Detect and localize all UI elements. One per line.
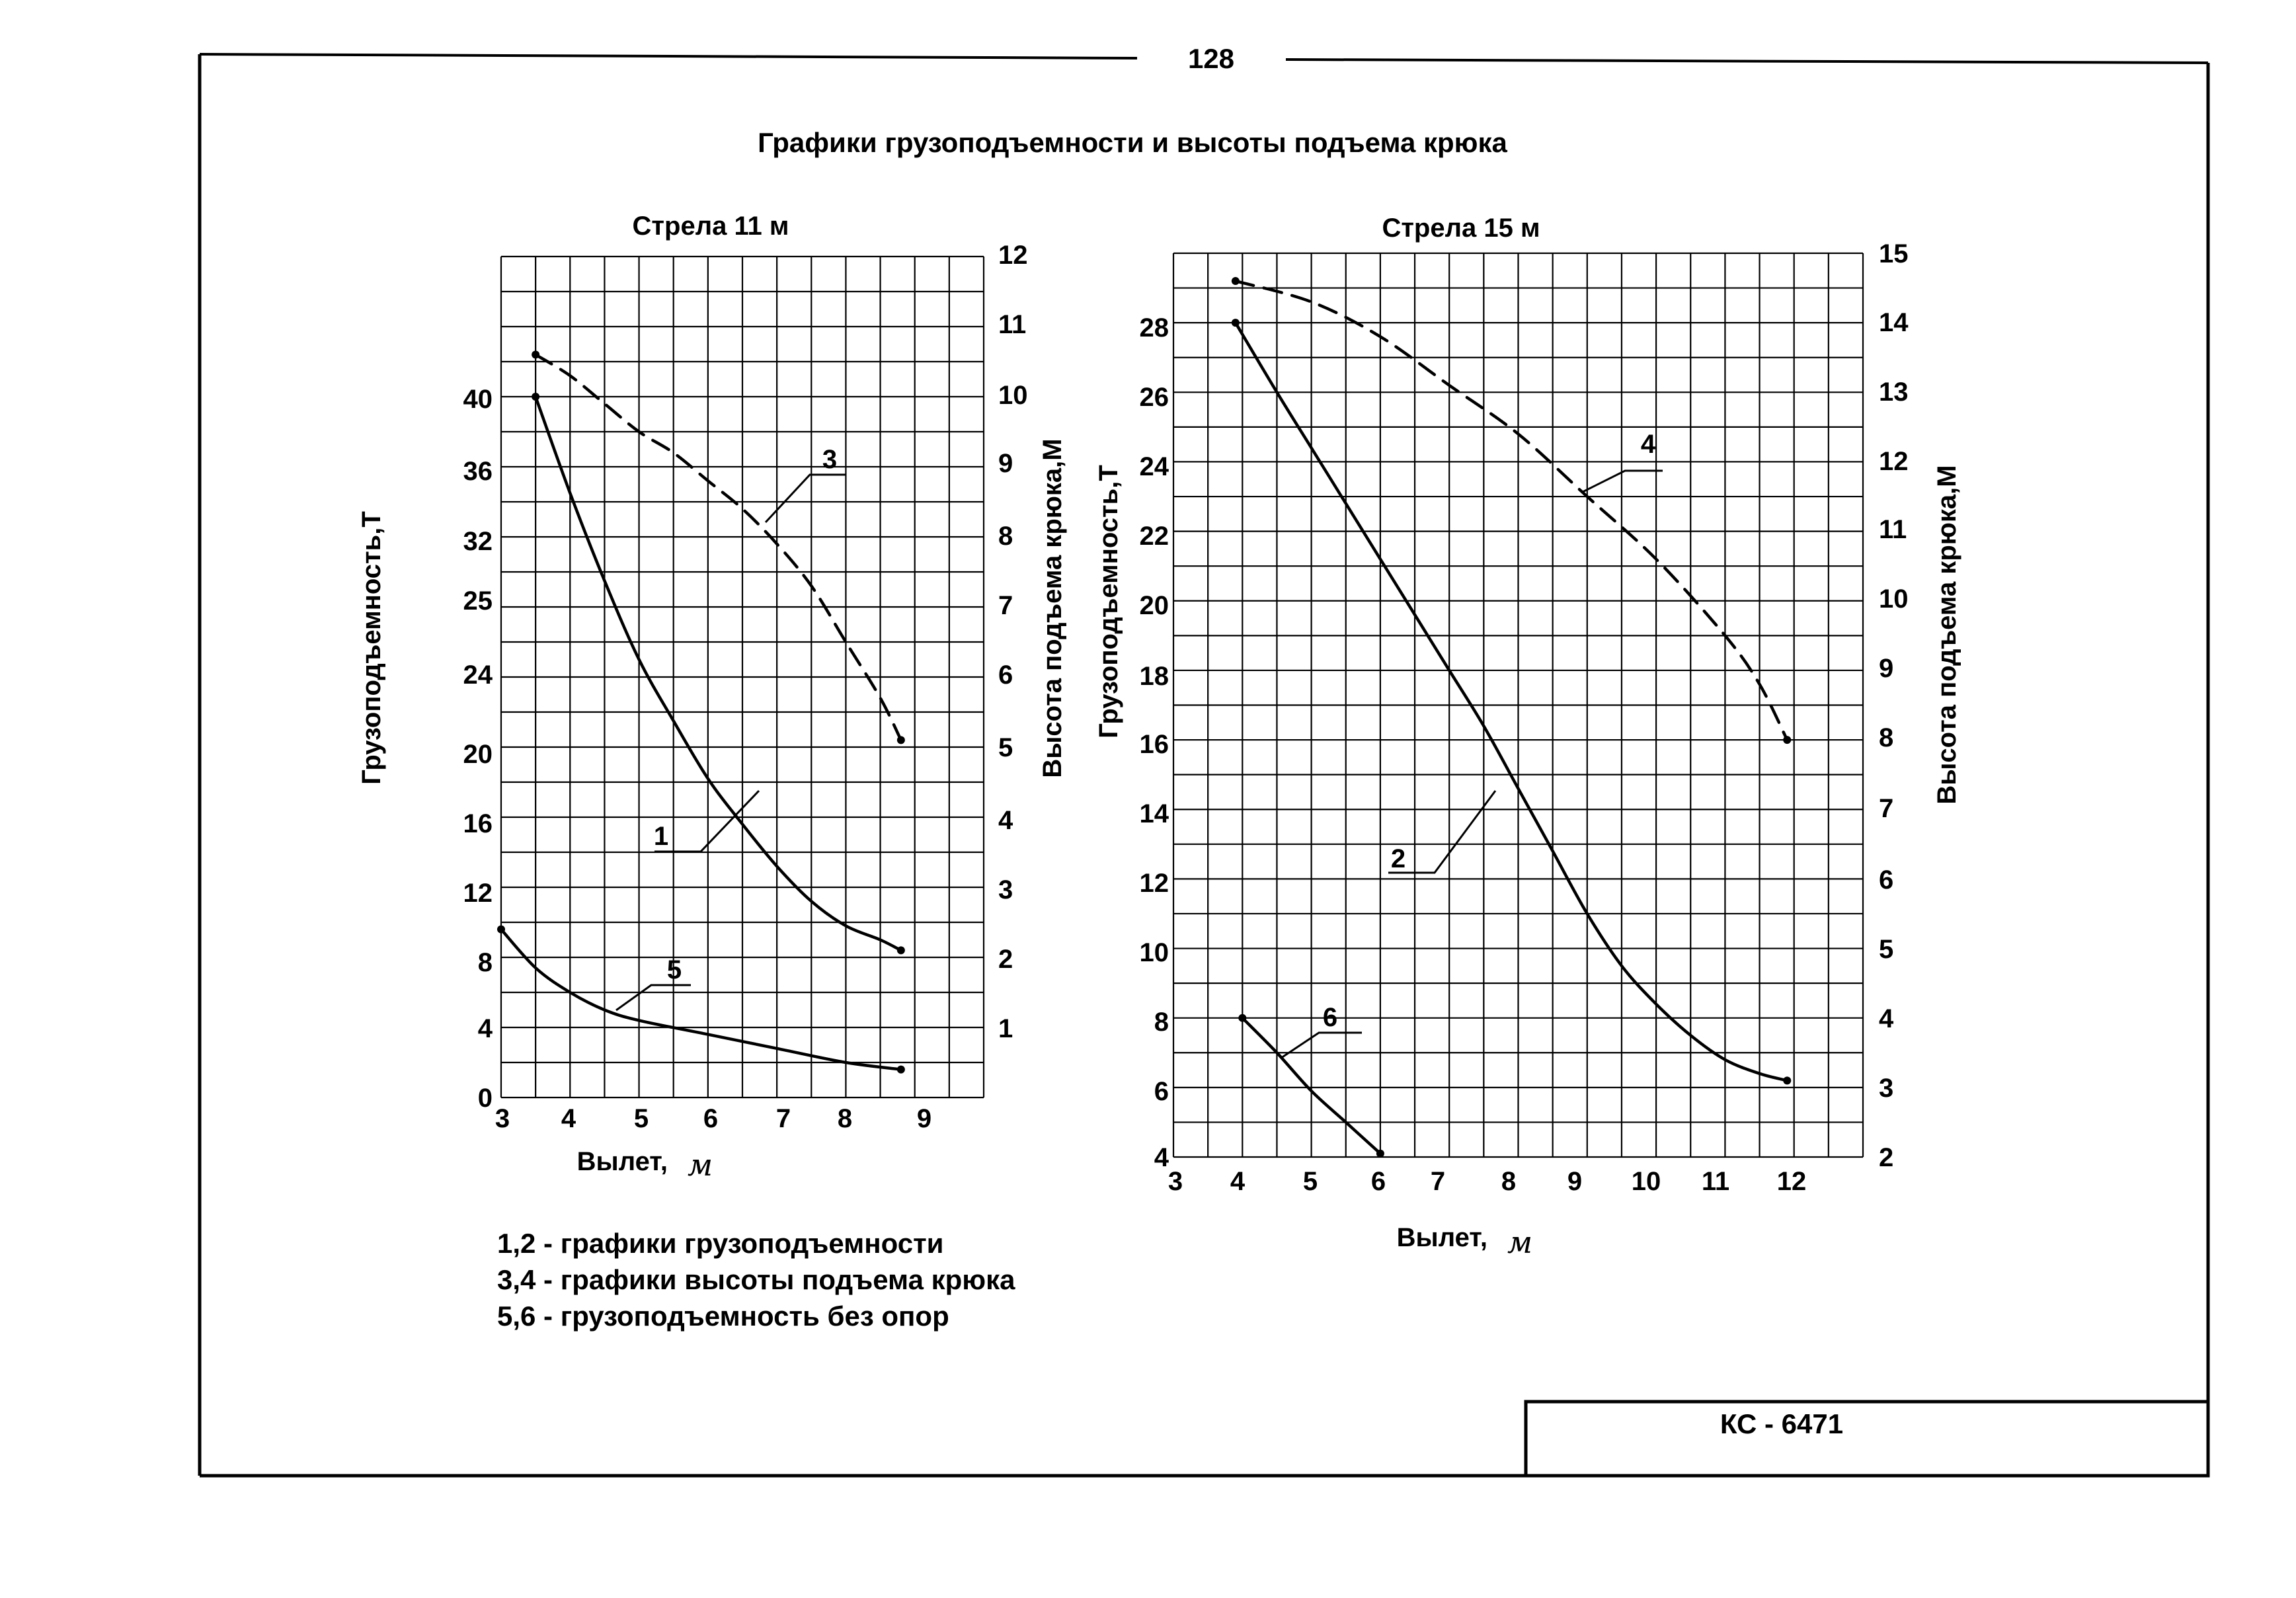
y-tick-label: 20 — [463, 740, 493, 769]
x-tick-label: 9 — [1567, 1167, 1583, 1196]
y-right-tick-label: 6 — [1879, 865, 1894, 895]
y-tick-label: 16 — [463, 809, 493, 838]
chart2-x-ticks — [1168, 1167, 1806, 1196]
series-endpoint — [897, 946, 905, 954]
y-tick-label: 28 — [1139, 313, 1169, 342]
chart2-xlabel: Вылет, — [1396, 1223, 1487, 1252]
chart2-ylabel: Грузоподъемность,Т — [1094, 465, 1123, 739]
y-tick-label: 4 — [477, 1014, 493, 1043]
y-right-tick-label: 4 — [1879, 1004, 1894, 1033]
series-endpoint — [1232, 277, 1240, 285]
y-right-tick-label: 15 — [1879, 239, 1909, 268]
chart2-ylabel-right: Высота подъема крюка,М — [1932, 465, 1961, 805]
y-tick-label: 26 — [1139, 383, 1169, 412]
series-endpoint — [1783, 1076, 1791, 1084]
series-endpoint — [532, 393, 539, 401]
x-tick-label: 11 — [1701, 1167, 1730, 1196]
legend-item-1: 1,2 - графики грузоподъемности — [497, 1228, 944, 1259]
y-right-tick-label: 10 — [998, 381, 1028, 410]
x-tick-label: 4 — [1230, 1167, 1246, 1196]
legend-item-2: 3,4 - графики высоты подъема крюка — [497, 1264, 1015, 1295]
series-endpoint — [532, 350, 539, 358]
x-tick-label: 12 — [1776, 1167, 1807, 1196]
chart1-ylabel-right: Высота подъема крюка,М — [1038, 438, 1067, 778]
y-tick-label: 4 — [1154, 1143, 1169, 1172]
curve-label-6: 6 — [1322, 1003, 1338, 1032]
y-right-tick-label: 11 — [1879, 515, 1907, 544]
y-tick-label: 24 — [1139, 452, 1169, 481]
y-right-tick-label: 5 — [1879, 935, 1894, 964]
chart1-ylabel: Грузоподъемность,Т — [357, 511, 386, 785]
y-right-tick-label: 4 — [998, 806, 1013, 835]
series-endpoint — [1376, 1150, 1384, 1158]
y-tick-label: 40 — [463, 385, 493, 414]
y-tick-label: 36 — [463, 457, 493, 486]
chart1-xlabel-unit: м — [688, 1147, 713, 1183]
x-tick-label: 3 — [495, 1104, 510, 1133]
series-line-5 — [501, 930, 901, 1070]
x-tick-label: 9 — [916, 1104, 932, 1133]
y-right-tick-label: 12 — [998, 241, 1028, 270]
x-tick-label: 7 — [1430, 1167, 1446, 1196]
y-tick-label: 10 — [1139, 938, 1169, 967]
curve-label-4: 4 — [1640, 430, 1656, 459]
x-tick-label: 7 — [775, 1104, 791, 1133]
y-right-tick-label: 8 — [998, 522, 1013, 551]
chart1-title: Стрела 11 м — [632, 212, 789, 241]
curve-label-3: 3 — [822, 445, 838, 474]
chart1-x-ticks — [495, 1104, 931, 1133]
chart1-xlabel: Вылет, — [576, 1147, 668, 1176]
y-right-tick-label: 7 — [998, 591, 1013, 620]
chart1-y-ticks — [463, 385, 493, 1113]
series-endpoint — [497, 926, 505, 934]
y-right-tick-label: 6 — [998, 660, 1013, 690]
chart2-series — [1232, 277, 1791, 1158]
y-right-tick-label: 10 — [1879, 584, 1909, 614]
y-right-tick-label: 9 — [1879, 654, 1894, 683]
y-tick-label: 8 — [477, 948, 493, 977]
y-right-tick-label: 5 — [998, 733, 1013, 762]
x-tick-label: 8 — [837, 1104, 853, 1133]
chart2-y-ticks — [1140, 313, 1169, 1172]
legend — [497, 1228, 1015, 1332]
y-right-tick-label: 8 — [1879, 723, 1894, 752]
y-tick-label: 8 — [1154, 1008, 1169, 1037]
y-tick-label: 12 — [1139, 869, 1169, 898]
series-endpoint — [897, 1066, 905, 1074]
model-stamp: КС - 6471 — [1720, 1408, 1844, 1439]
y-tick-label: 22 — [1139, 522, 1169, 551]
y-right-tick-label: 2 — [1879, 1143, 1894, 1172]
y-right-tick-label: 1 — [998, 1014, 1013, 1043]
series-line-2 — [1236, 323, 1787, 1080]
chart1-grid — [501, 257, 984, 1098]
x-tick-label: 5 — [1302, 1167, 1318, 1196]
chart2-y-right-ticks — [1879, 239, 1909, 1172]
series-endpoint — [1783, 736, 1791, 744]
y-tick-label: 16 — [1139, 730, 1169, 759]
series-endpoint — [1232, 319, 1240, 327]
y-right-tick-label: 14 — [1879, 308, 1909, 337]
y-right-tick-label: 11 — [998, 310, 1027, 339]
chart-boom-15m — [1094, 214, 1961, 1260]
y-right-tick-label: 12 — [1879, 447, 1909, 476]
y-tick-label: 14 — [1139, 799, 1169, 828]
main-title: Графики грузоподъемности и высоты подъема крюка — [758, 127, 1507, 158]
y-right-tick-label: 2 — [998, 945, 1013, 974]
x-tick-label: 4 — [561, 1104, 576, 1133]
series-endpoint — [1238, 1014, 1246, 1022]
y-right-tick-label: 9 — [998, 449, 1013, 478]
y-tick-label: 20 — [1139, 591, 1169, 620]
chart1-y-right-ticks — [998, 241, 1028, 1043]
y-tick-label: 25 — [463, 586, 493, 616]
chart-boom-11m — [357, 212, 1067, 1183]
x-tick-label: 10 — [1631, 1167, 1661, 1196]
y-right-tick-label: 7 — [1879, 794, 1894, 823]
curve-label-5: 5 — [666, 955, 682, 984]
y-tick-label: 0 — [477, 1084, 493, 1113]
x-tick-label: 6 — [1370, 1167, 1386, 1196]
x-tick-label: 3 — [1168, 1167, 1183, 1196]
y-tick-label: 18 — [1139, 662, 1169, 691]
y-right-tick-label: 13 — [1879, 378, 1909, 407]
x-tick-label: 8 — [1501, 1167, 1517, 1196]
legend-item-3: 5,6 - грузоподъемность без опор — [497, 1300, 949, 1332]
chart2-grid — [1173, 253, 1863, 1157]
page-number: 128 — [1187, 43, 1235, 74]
curve-label-2: 2 — [1390, 844, 1406, 873]
y-right-tick-label: 3 — [1879, 1074, 1894, 1103]
y-tick-label: 6 — [1154, 1077, 1169, 1106]
chart2-xlabel-unit: м — [1507, 1224, 1533, 1260]
y-tick-label: 32 — [463, 527, 493, 556]
y-tick-label: 24 — [463, 660, 493, 690]
title-block — [1526, 1402, 2208, 1476]
y-right-tick-label: 3 — [998, 875, 1013, 904]
chart2-title: Стрела 15 м — [1382, 214, 1540, 243]
y-tick-label: 12 — [463, 879, 493, 908]
x-tick-label: 5 — [633, 1104, 649, 1133]
series-endpoint — [897, 736, 905, 744]
curve-label-1: 1 — [653, 822, 669, 851]
x-tick-label: 6 — [703, 1104, 719, 1133]
chart2-curve-labels — [1281, 430, 1663, 1058]
